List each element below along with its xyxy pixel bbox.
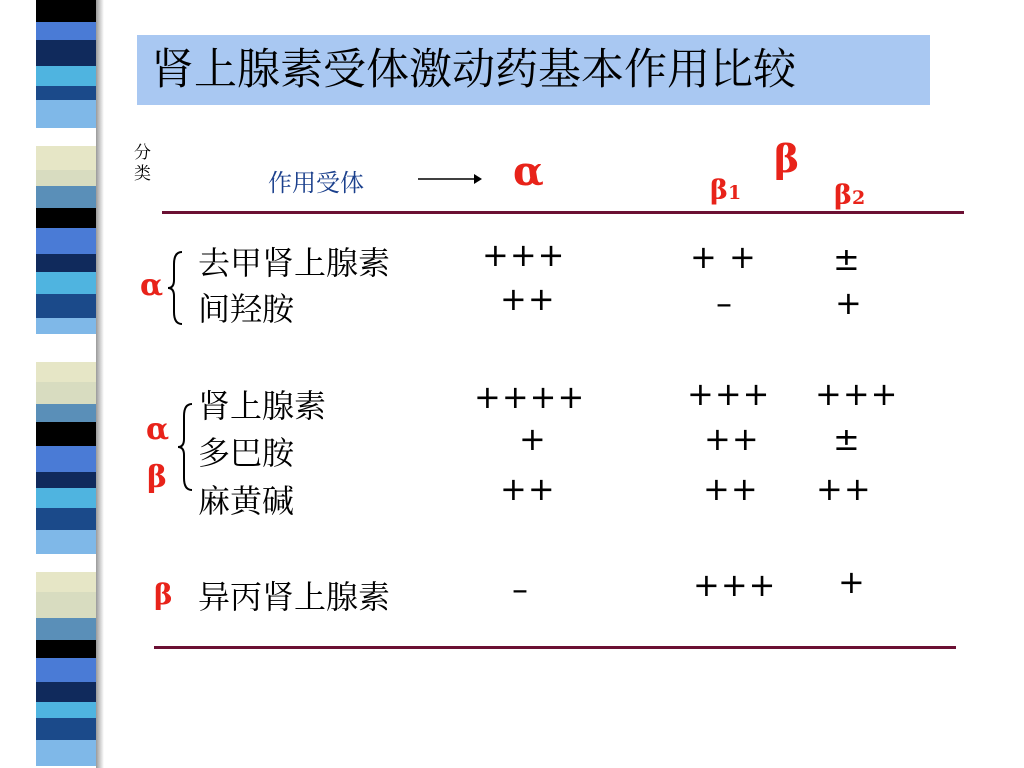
column-header-beta: β [774, 136, 800, 181]
strip-block [36, 334, 96, 362]
group-beta-label: β [147, 460, 167, 495]
strip-block [36, 294, 96, 318]
beta2-value: ± [833, 420, 861, 458]
strip-block [36, 382, 96, 404]
alpha-value: + [519, 420, 547, 458]
strip-shadow [96, 0, 104, 768]
alpha-value: – [512, 570, 529, 608]
brace-icon [176, 402, 194, 492]
strip-block [36, 22, 96, 40]
strip-block [36, 272, 96, 294]
beta2-value: ± [833, 240, 861, 278]
beta1-value: +++ [693, 566, 777, 604]
drug-name: 麻黄碱 [198, 482, 295, 520]
alpha-value: ++++ [474, 378, 586, 416]
page-title: 肾上腺素受体激动药基本作用比较 [151, 45, 796, 95]
strip-block [36, 170, 96, 186]
strip-block [36, 318, 96, 334]
strip-block [36, 640, 96, 658]
strip-block [36, 572, 96, 592]
drug-name: 肾上腺素 [198, 387, 327, 425]
drug-name: 多巴胺 [198, 434, 295, 472]
strip-block [36, 682, 96, 702]
strip-block [36, 66, 96, 86]
beta1-value: ++ [703, 470, 759, 508]
strip-block [36, 530, 96, 554]
strip-block [36, 472, 96, 488]
strip-block [36, 446, 96, 472]
strip-block [36, 592, 96, 618]
beta1-subscript: 1 [727, 182, 742, 204]
strip-block [36, 40, 96, 66]
strip-block [36, 208, 96, 228]
alpha-value: ++ [500, 280, 556, 318]
strip-block [36, 422, 96, 446]
drug-name: 间羟胺 [198, 290, 295, 328]
beta2-value: ++ [816, 470, 872, 508]
brace-icon [166, 250, 184, 326]
beta2-value: + [838, 563, 866, 601]
strip-block [36, 254, 96, 272]
strip-block [36, 702, 96, 718]
drug-name: 异丙肾上腺素 [198, 578, 391, 616]
classify-label-text: 分类 [134, 143, 151, 184]
strip-block [36, 404, 96, 422]
beta2-value: +++ [815, 375, 899, 413]
strip-block [36, 0, 96, 22]
strip-block [36, 740, 96, 766]
beta2-value: + [835, 284, 863, 322]
column-header-beta2 [834, 180, 865, 211]
title-banner [137, 35, 930, 105]
strip-block [36, 618, 96, 640]
strip-block [36, 86, 96, 100]
group-beta-label: β [154, 578, 173, 611]
strip-block [36, 100, 96, 128]
strip-block [36, 128, 96, 146]
beta2-subscript: 2 [851, 187, 866, 209]
strip-block [36, 718, 96, 740]
strip-block [36, 488, 96, 508]
beta1-value: +++ [687, 375, 771, 413]
beta1-value: – [716, 284, 733, 322]
strip-block [36, 508, 96, 530]
column-header-beta1 [710, 175, 741, 206]
classify-label [134, 143, 152, 185]
beta1-symbol: β [710, 175, 728, 206]
strip-block [36, 146, 96, 170]
column-header-alpha: α [513, 148, 544, 195]
strip-block [36, 554, 96, 572]
strip-block [36, 658, 96, 682]
alpha-value: ++ [500, 470, 556, 508]
beta1-value: ++ [704, 420, 760, 458]
beta2-symbol: β [834, 180, 852, 211]
strip-block [36, 362, 96, 382]
strip-block [36, 228, 96, 254]
alpha-value: +++ [482, 236, 566, 274]
footer-rule [154, 646, 956, 649]
arrow-right-icon [418, 172, 482, 186]
group-alpha-label: α [140, 268, 164, 303]
strip-block [36, 186, 96, 208]
decorative-strip [36, 0, 96, 768]
header-rule [162, 211, 964, 214]
group-alpha-label: α [146, 412, 170, 447]
beta1-value: + + [690, 238, 757, 276]
receptor-label: 作用受体 [268, 169, 364, 197]
drug-name: 去甲肾上腺素 [198, 244, 391, 282]
